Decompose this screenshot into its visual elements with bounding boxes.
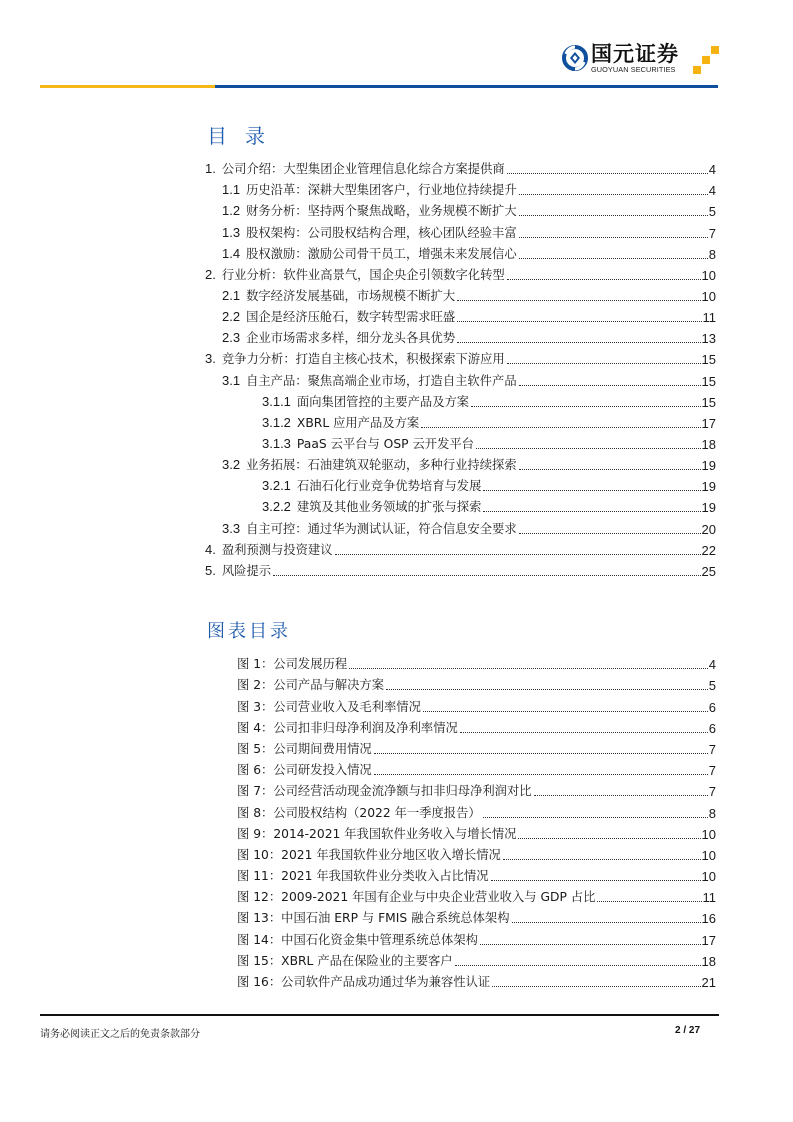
guoyuan-logo-icon	[562, 45, 588, 71]
figure-entry-number: 图 15：	[237, 953, 282, 968]
toc-entry-label	[222, 287, 457, 305]
toc-entry-number: 3.2.1	[262, 478, 291, 494]
figure-entry-number: 图 6：	[237, 763, 274, 778]
dot-leader	[423, 710, 708, 712]
toc-entry-text: 股权激励：激励公司骨干员工，增强未来发展信心	[246, 246, 517, 261]
dot-leader	[503, 858, 701, 860]
toc-entry[interactable]	[0, 495, 793, 516]
dot-leader	[471, 405, 700, 407]
header-rule-accent	[40, 85, 215, 88]
dot-leader	[386, 688, 708, 690]
toc-entry[interactable]	[0, 157, 793, 178]
toc-entry-number: 3.1.2	[262, 414, 291, 430]
figure-entry-number: 图 13：	[237, 911, 282, 926]
dot-leader	[476, 447, 701, 449]
figure-entry[interactable]	[0, 822, 793, 843]
dot-leader	[349, 667, 708, 669]
toc-entry-text: 企业市场需求多样，细分龙头各具优势	[246, 331, 456, 346]
toc-entry-label	[205, 350, 507, 368]
dot-leader	[519, 193, 708, 195]
figure-entry-page: 6	[708, 699, 716, 715]
dot-leader	[534, 794, 708, 796]
figure-entry-number: 图 14：	[237, 932, 282, 947]
toc-entry-text: PaaS 云平台与 OSP 云开发平台	[296, 436, 474, 451]
figure-entry[interactable]	[0, 949, 793, 970]
dot-leader	[457, 320, 701, 322]
figure-entry-label	[237, 889, 597, 906]
figure-entry-text: 2009-2021 年国有企业与中央企业营业收入与 GDP 占比	[281, 890, 596, 905]
toc-entry-page: 10	[701, 267, 716, 283]
figure-entry-page: 10	[701, 826, 716, 842]
toc-entry-number: 4.	[205, 541, 216, 557]
toc-entry-number: 1.3	[222, 224, 241, 240]
figure-entry-label	[237, 974, 492, 991]
toc-entry-text: 行业分析：软件业高景气，国企央企引领数字化转型	[221, 267, 505, 282]
dot-leader	[519, 468, 701, 470]
toc-entry-label	[222, 245, 519, 263]
figure-entry-label	[237, 741, 374, 758]
dot-leader	[457, 341, 700, 343]
figure-entry-label	[237, 762, 374, 779]
dot-leader	[597, 900, 701, 902]
toc-entry-number: 2.2	[222, 309, 241, 325]
figure-entry[interactable]	[0, 716, 793, 737]
figure-entry-label	[237, 677, 386, 694]
toc-entry-number: 3.1	[222, 372, 241, 388]
figure-entry-page: 10	[701, 847, 716, 863]
dot-leader	[455, 964, 701, 966]
toc-entry[interactable]	[0, 474, 793, 495]
toc-entry-page: 19	[701, 458, 716, 474]
figure-entry-text: 中国石油 ERP 与 FMIS 融合系统总体架构	[281, 911, 510, 926]
toc-entry-number: 2.	[205, 266, 216, 282]
toc-entry-text: 数字经济发展基础，市场规模不断扩大	[246, 288, 456, 303]
figure-entry-label	[237, 932, 480, 949]
dot-leader	[519, 214, 708, 216]
figure-entry-number: 图 11：	[237, 869, 282, 884]
figure-entry-page: 11	[702, 890, 716, 906]
figure-entry-text: 公司扣非归母净利润及净利率情况	[273, 720, 458, 735]
figure-entry-label	[237, 910, 512, 927]
toc-entry-label	[222, 181, 519, 199]
toc-entry-text: XBRL 应用产品及方案	[296, 415, 420, 430]
toc-entry-page: 25	[701, 563, 716, 579]
toc-entry-number: 5.	[205, 562, 216, 578]
toc-title: 目录	[207, 124, 283, 148]
figure-entry-text: 中国石化资金集中管理系统总体架构	[281, 932, 478, 947]
figure-entry-label	[237, 953, 455, 970]
figure-entry-text: 公司经营活动现金流净额与扣非归母净利润对比	[273, 784, 532, 799]
toc-entry-page: 20	[701, 521, 716, 537]
page-number: 2 / 27	[675, 1025, 701, 1036]
toc-entry-text: 财务分析：坚持两个聚焦战略，业务规模不断扩大	[246, 204, 517, 219]
toc-entry-text: 自主产品：聚焦高端企业市场，打造自主软件产品	[246, 373, 517, 388]
toc-entry-label	[205, 160, 507, 178]
figure-entry-label	[237, 847, 503, 864]
toc-entry-page: 17	[701, 415, 716, 431]
dot-leader	[491, 879, 701, 881]
toc-entry-number: 2.1	[222, 287, 241, 303]
figure-entry-number: 图 8：	[237, 805, 274, 820]
toc-entry-page: 22	[701, 542, 716, 558]
figure-entry-number: 图 4：	[237, 720, 274, 735]
toc-entry[interactable]	[0, 453, 793, 474]
toc-entry-text: 盈利预测与投资建议	[221, 542, 333, 557]
toc-entry-text: 建筑及其他业务领域的扩张与探索	[296, 500, 482, 515]
figure-entry-label	[237, 699, 423, 716]
figure-entry-text: 公司软件产品成功通过华为兼容性认证	[281, 975, 491, 989]
toc-entry-page: 4	[708, 183, 716, 199]
figure-entry-number: 图 2：	[237, 678, 274, 693]
figure-entry-text: 公司期间费用情况	[273, 741, 372, 756]
dot-leader	[457, 299, 700, 301]
toc-entry-text: 股权架构：公司股权结构合理，核心团队经验丰富	[246, 225, 517, 240]
figure-entry-label	[237, 720, 460, 737]
toc-entry-label	[222, 456, 519, 474]
figure-entry[interactable]	[0, 927, 793, 948]
toc-entry-label	[222, 520, 519, 538]
dot-leader	[507, 172, 708, 174]
dot-leader	[492, 985, 700, 987]
dot-leader	[460, 731, 708, 733]
toc-entry-text: 风险提示	[221, 563, 272, 578]
toc-entry[interactable]	[0, 559, 793, 580]
toc-entry[interactable]	[0, 178, 793, 199]
toc-entry-number: 1.2	[222, 203, 241, 219]
figure-entry[interactable]	[0, 906, 793, 927]
figure-entry-page: 18	[701, 953, 716, 969]
figure-entry[interactable]	[0, 843, 793, 864]
dot-leader	[335, 553, 701, 555]
toc-entry[interactable]	[0, 326, 793, 347]
toc-entry[interactable]	[0, 411, 793, 432]
figure-entry-text: XBRL 产品在保险业的主要客户	[281, 953, 453, 968]
figure-entry-page: 16	[701, 911, 716, 927]
figure-entry[interactable]	[0, 970, 793, 991]
figure-entry[interactable]	[0, 694, 793, 715]
toc-entry-page: 11	[702, 310, 716, 326]
toc-entry-page: 8	[708, 246, 716, 262]
dot-leader	[374, 773, 708, 775]
toc-entry-number: 3.	[205, 351, 216, 367]
figure-entry-text: 公司研发投入情况	[273, 763, 372, 778]
toc-entry-number: 1.4	[222, 245, 241, 261]
figure-entry-label	[237, 656, 349, 673]
figure-entry-page: 4	[708, 657, 716, 673]
toc-entry-label	[205, 562, 273, 580]
toc-entry-number: 3.2.2	[262, 499, 291, 515]
toc-entry-label	[262, 393, 471, 411]
toc-entry[interactable]	[0, 305, 793, 326]
toc-entry[interactable]	[0, 516, 793, 537]
figure-entry-text: 2014-2021 年我国软件业务收入与增长情况	[273, 826, 517, 841]
toc-entry[interactable]	[0, 538, 793, 559]
figure-entry-number: 图 9：	[237, 826, 274, 841]
decorative-squares-icon	[693, 46, 723, 76]
toc-entry-label	[222, 308, 457, 326]
toc-entry-page: 10	[701, 288, 716, 304]
figure-entry-page: 8	[708, 805, 716, 821]
dot-leader	[480, 943, 701, 945]
figure-list	[0, 652, 793, 991]
toc-entry-number: 3.3	[222, 520, 241, 536]
figure-entry-page: 5	[708, 678, 716, 694]
logo-chinese-name: 国元证券	[591, 42, 679, 66]
figure-entry-text: 公司发展历程	[273, 657, 348, 672]
toc-entry[interactable]	[0, 368, 793, 389]
toc-entry-page: 15	[701, 373, 716, 389]
figure-entry-page: 7	[708, 763, 716, 779]
figure-entry-number: 图 7：	[237, 784, 274, 799]
toc-entry-number: 1.1	[222, 182, 241, 198]
figure-entry-label	[237, 868, 491, 885]
dot-leader	[519, 236, 708, 238]
figure-entry-text: 2021 年我国软件业分地区收入增长情况	[281, 847, 501, 862]
figure-entry[interactable]	[0, 652, 793, 673]
toc-entry-number: 3.1.3	[262, 435, 291, 451]
figure-entry[interactable]	[0, 800, 793, 821]
toc-entry-page: 4	[708, 162, 716, 178]
dot-leader	[483, 510, 700, 512]
toc-entry[interactable]	[0, 284, 793, 305]
figure-entry-number: 图 12：	[237, 890, 282, 905]
figure-entry[interactable]	[0, 779, 793, 800]
toc-entry-label	[222, 372, 519, 390]
toc-entry-text: 国企是经济压舱石，数字转型需求旺盛	[246, 310, 456, 325]
toc-entry-label	[222, 224, 519, 242]
toc-entry[interactable]	[0, 263, 793, 284]
toc-entry-label	[205, 541, 335, 559]
figure-entry-page: 7	[708, 784, 716, 800]
figure-entry-text: 公司产品与解决方案	[273, 678, 385, 693]
dot-leader	[483, 816, 708, 818]
logo-english-name: GUOYUAN SECURITIES	[591, 65, 676, 74]
toc-entry[interactable]	[0, 220, 793, 241]
dot-leader	[519, 384, 701, 386]
toc-entry-page: 13	[701, 331, 716, 347]
dot-leader	[374, 752, 708, 754]
figure-entry-number: 图 3：	[237, 699, 274, 714]
dot-leader	[519, 257, 708, 259]
footer-rule	[40, 1014, 719, 1016]
toc-entry-label	[222, 329, 457, 347]
toc-entry-number: 3.2	[222, 457, 241, 473]
toc-entry-page: 15	[701, 394, 716, 410]
figure-entry-page: 7	[708, 741, 716, 757]
dot-leader	[483, 489, 700, 491]
dot-leader	[512, 921, 701, 923]
dot-leader	[518, 837, 700, 839]
toc-entry-page: 19	[701, 500, 716, 516]
toc-entry-label	[262, 414, 421, 432]
toc-entry-label	[262, 435, 476, 453]
toc-entry-number: 2.3	[222, 330, 241, 346]
toc-entry-text: 业务拓展：石油建筑双轮驱动，多种行业持续探索	[246, 458, 517, 473]
dot-leader	[507, 278, 701, 280]
figure-entry[interactable]	[0, 885, 793, 906]
toc-entry-label	[262, 477, 483, 495]
dot-leader	[421, 426, 700, 428]
figure-entry-text: 公司营业收入及毛利率情况	[273, 699, 421, 714]
toc-entry[interactable]	[0, 390, 793, 411]
toc-entry-page: 7	[708, 225, 716, 241]
toc-entry[interactable]	[0, 199, 793, 220]
toc-entry-page: 19	[701, 479, 716, 495]
figure-entry[interactable]	[0, 758, 793, 779]
figure-entry[interactable]	[0, 737, 793, 758]
figure-entry[interactable]	[0, 673, 793, 694]
figure-entry[interactable]	[0, 864, 793, 885]
toc-entry-text: 自主可控：通过华为测试认证，符合信息安全要求	[246, 521, 517, 536]
header-rule	[215, 85, 718, 88]
figure-entry-label	[237, 805, 483, 822]
figure-entry-text: 公司股权结构（2022 年一季度报告）	[273, 805, 481, 820]
toc-entry[interactable]	[0, 242, 793, 263]
figure-entry-number: 图 16：	[237, 975, 282, 989]
toc-entry[interactable]	[0, 432, 793, 453]
toc-entry-text: 公司介绍：大型集团企业管理信息化综合方案提供商	[221, 162, 505, 177]
figure-entry-number: 图 10：	[237, 847, 282, 862]
footer-disclaimer: 请务必阅读正文之后的免责条款部分	[40, 1029, 200, 1040]
figure-entry-page: 10	[701, 869, 716, 885]
toc-entry-text: 竞争力分析：打造自主核心技术，积极探索下游应用	[221, 352, 505, 367]
figure-entry-number: 图 5：	[237, 741, 274, 756]
toc-entry[interactable]	[0, 347, 793, 368]
dot-leader	[519, 532, 701, 534]
figure-entry-text: 2021 年我国软件业分类收入占比情况	[281, 869, 489, 884]
toc-entry-page: 18	[701, 436, 716, 452]
toc-entry-text: 面向集团管控的主要产品及方案	[296, 394, 470, 409]
toc-entry-number: 3.1.1	[262, 393, 291, 409]
toc-entry-page: 5	[708, 204, 716, 220]
toc-entry-number: 1.	[205, 161, 216, 177]
toc-entry-page: 15	[701, 352, 716, 368]
figure-entry-page: 21	[701, 975, 716, 990]
toc-entry-label	[205, 266, 507, 284]
dot-leader	[273, 574, 700, 576]
toc-entry-label	[262, 498, 483, 516]
figure-entry-label	[237, 826, 518, 843]
toc-entry-text: 历史沿革：深耕大型集团客户，行业地位持续提升	[246, 183, 517, 198]
dot-leader	[507, 362, 701, 364]
figure-entry-page: 17	[701, 932, 716, 948]
toc-entry-label	[222, 202, 519, 220]
figure-entry-label	[237, 783, 534, 800]
table-of-contents	[0, 157, 793, 580]
toc-entry-text: 石油石化行业竞争优势培育与发展	[296, 479, 482, 494]
figure-entry-page: 6	[708, 720, 716, 736]
figure-list-title: 图表目录	[207, 621, 291, 642]
figure-entry-number: 图 1：	[237, 657, 274, 672]
